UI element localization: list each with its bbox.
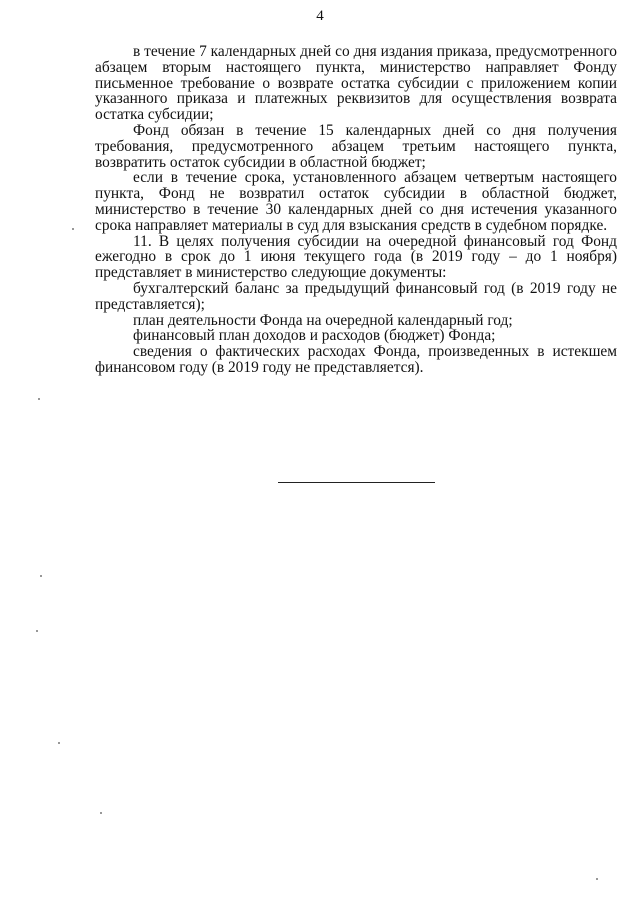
scan-speck bbox=[72, 228, 74, 230]
document-text bbox=[95, 44, 617, 376]
page-number: 4 bbox=[316, 8, 324, 24]
scan-speck bbox=[596, 878, 598, 880]
separator-line bbox=[278, 482, 435, 483]
paragraph-court-action: если в течение срока, установленного абзацем четвертым настоящего пункта, Фонд не возвратил остаток субсидии в областной бюджет, министерство в течение 30 календарных дней со дня истечения указанного срока направляет материалы в суд для взыскания средств в судебном порядке. bbox=[95, 169, 617, 234]
scan-speck bbox=[58, 742, 60, 744]
scan-speck bbox=[100, 812, 102, 814]
paragraph-fund-obligation: Фонд обязан в течение 15 календарных дней со дня получения требования, предусмотренного абзацем третьим настоящего пункта, возвратить остаток субсидии в областной бюджет; bbox=[95, 121, 617, 171]
list-item-financial-plan: финансовый план доходов и расходов (бюджет) Фонда; bbox=[133, 327, 496, 345]
paragraph-refund-request: в течение 7 календарных дней со дня издания приказа, предусмотренного абзацем вторым настоящего пункта, министерство направляет Фонду письменное требование о возврате остатка субсидии с приложением копии указанного приказа и платежных реквизитов для осуществления возврата остатка субсидии; bbox=[95, 43, 617, 124]
paragraph-clause-11: 11. В целях получения субсидии на очередной финансовый год Фонд ежегодно в срок до 1 июня текущего года (в 2019 году – до 1 ноября) представляет в министерство следующие документы: bbox=[95, 232, 617, 282]
scan-speck bbox=[36, 630, 38, 632]
list-item-activity-plan: план деятельности Фонда на очередной календарный год; bbox=[133, 311, 513, 329]
scan-speck bbox=[40, 575, 42, 577]
list-item-balance-sheet: бухгалтерский баланс за предыдущий финансовый год (в 2019 году не представляется); bbox=[95, 279, 617, 313]
scan-speck bbox=[38, 398, 40, 400]
list-item-actual-expenses: сведения о фактических расходах Фонда, произведенных в истекшем финансовом году (в 2019 году не представляется). bbox=[95, 343, 617, 376]
